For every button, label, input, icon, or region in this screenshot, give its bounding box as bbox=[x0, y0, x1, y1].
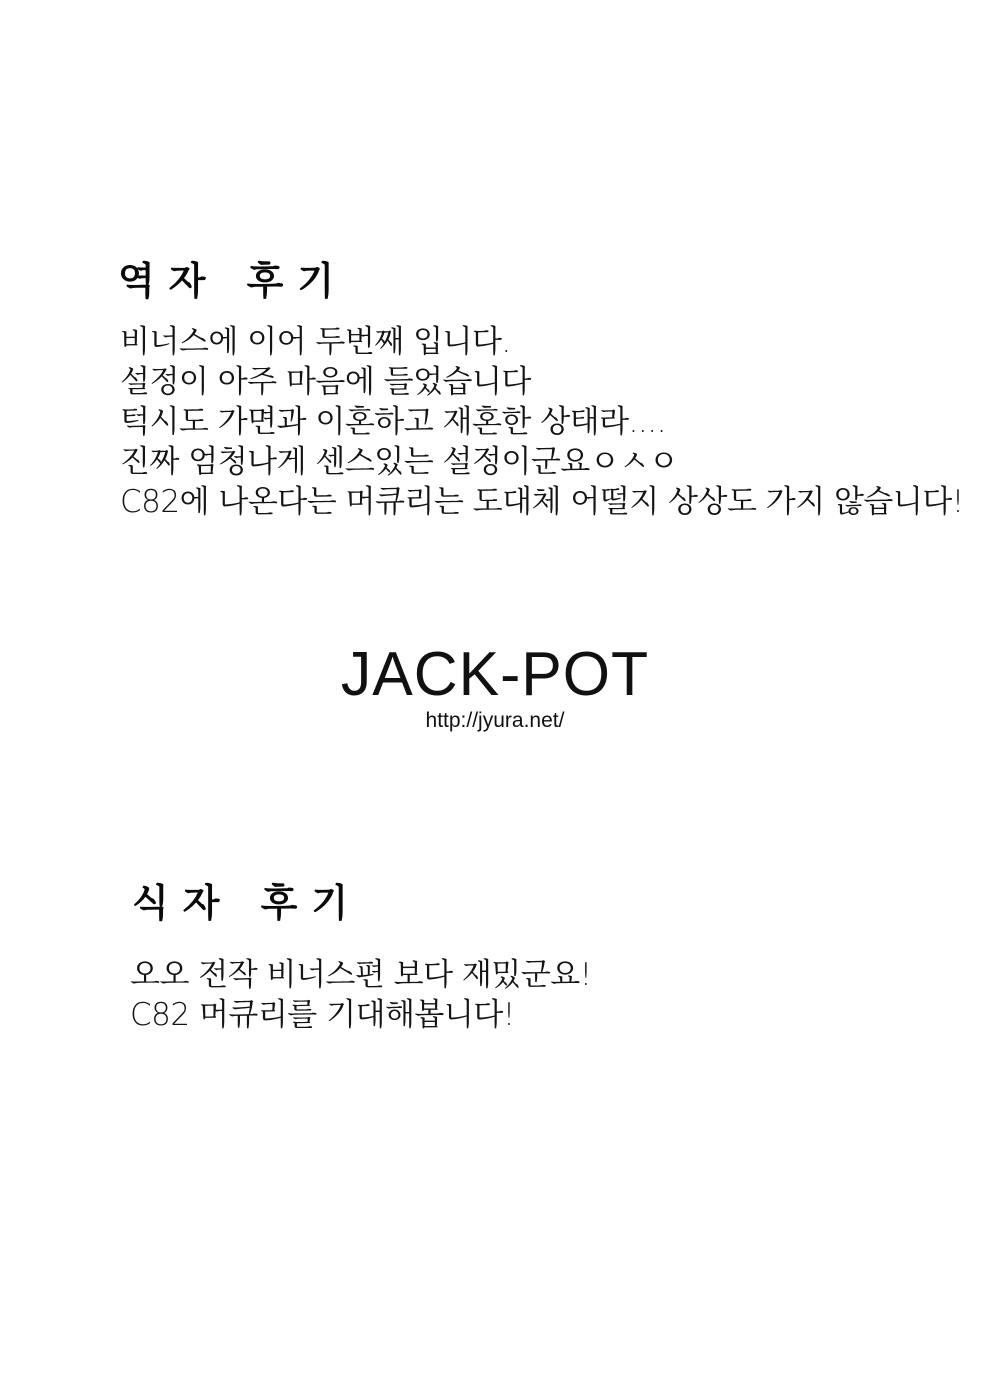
note-line: 오오 전작 비너스편 보다 재밌군요! bbox=[130, 957, 592, 993]
note-line: 설정이 아주 마음에 들었습니다 bbox=[120, 364, 531, 400]
translator-notes bbox=[120, 322, 964, 522]
note-line: 진짜 엄청나게 센스있는 설정이군요ㅇㅅㅇ bbox=[120, 444, 679, 480]
translator-notes-heading: 역자 후기 bbox=[118, 258, 349, 303]
typesetter-notes bbox=[130, 955, 592, 1035]
note-line: 비너스에 이어 두번째 입니다. bbox=[120, 324, 511, 360]
logo-url: http://jyura.net/ bbox=[425, 709, 565, 732]
typesetter-notes-heading: 식자 후기 bbox=[132, 880, 363, 925]
note-line: 턱시도 가면과 이혼하고 재혼한 상태라.... bbox=[120, 404, 666, 440]
jackpot-logo bbox=[330, 640, 660, 734]
note-line: C82 머큐리를 기대해봅니다! bbox=[130, 997, 515, 1033]
note-line: C82에 나온다는 머큐리는 도대체 어떨지 상상도 가지 않습니다! bbox=[120, 484, 964, 520]
logo-title: JACK-POT bbox=[340, 640, 650, 709]
